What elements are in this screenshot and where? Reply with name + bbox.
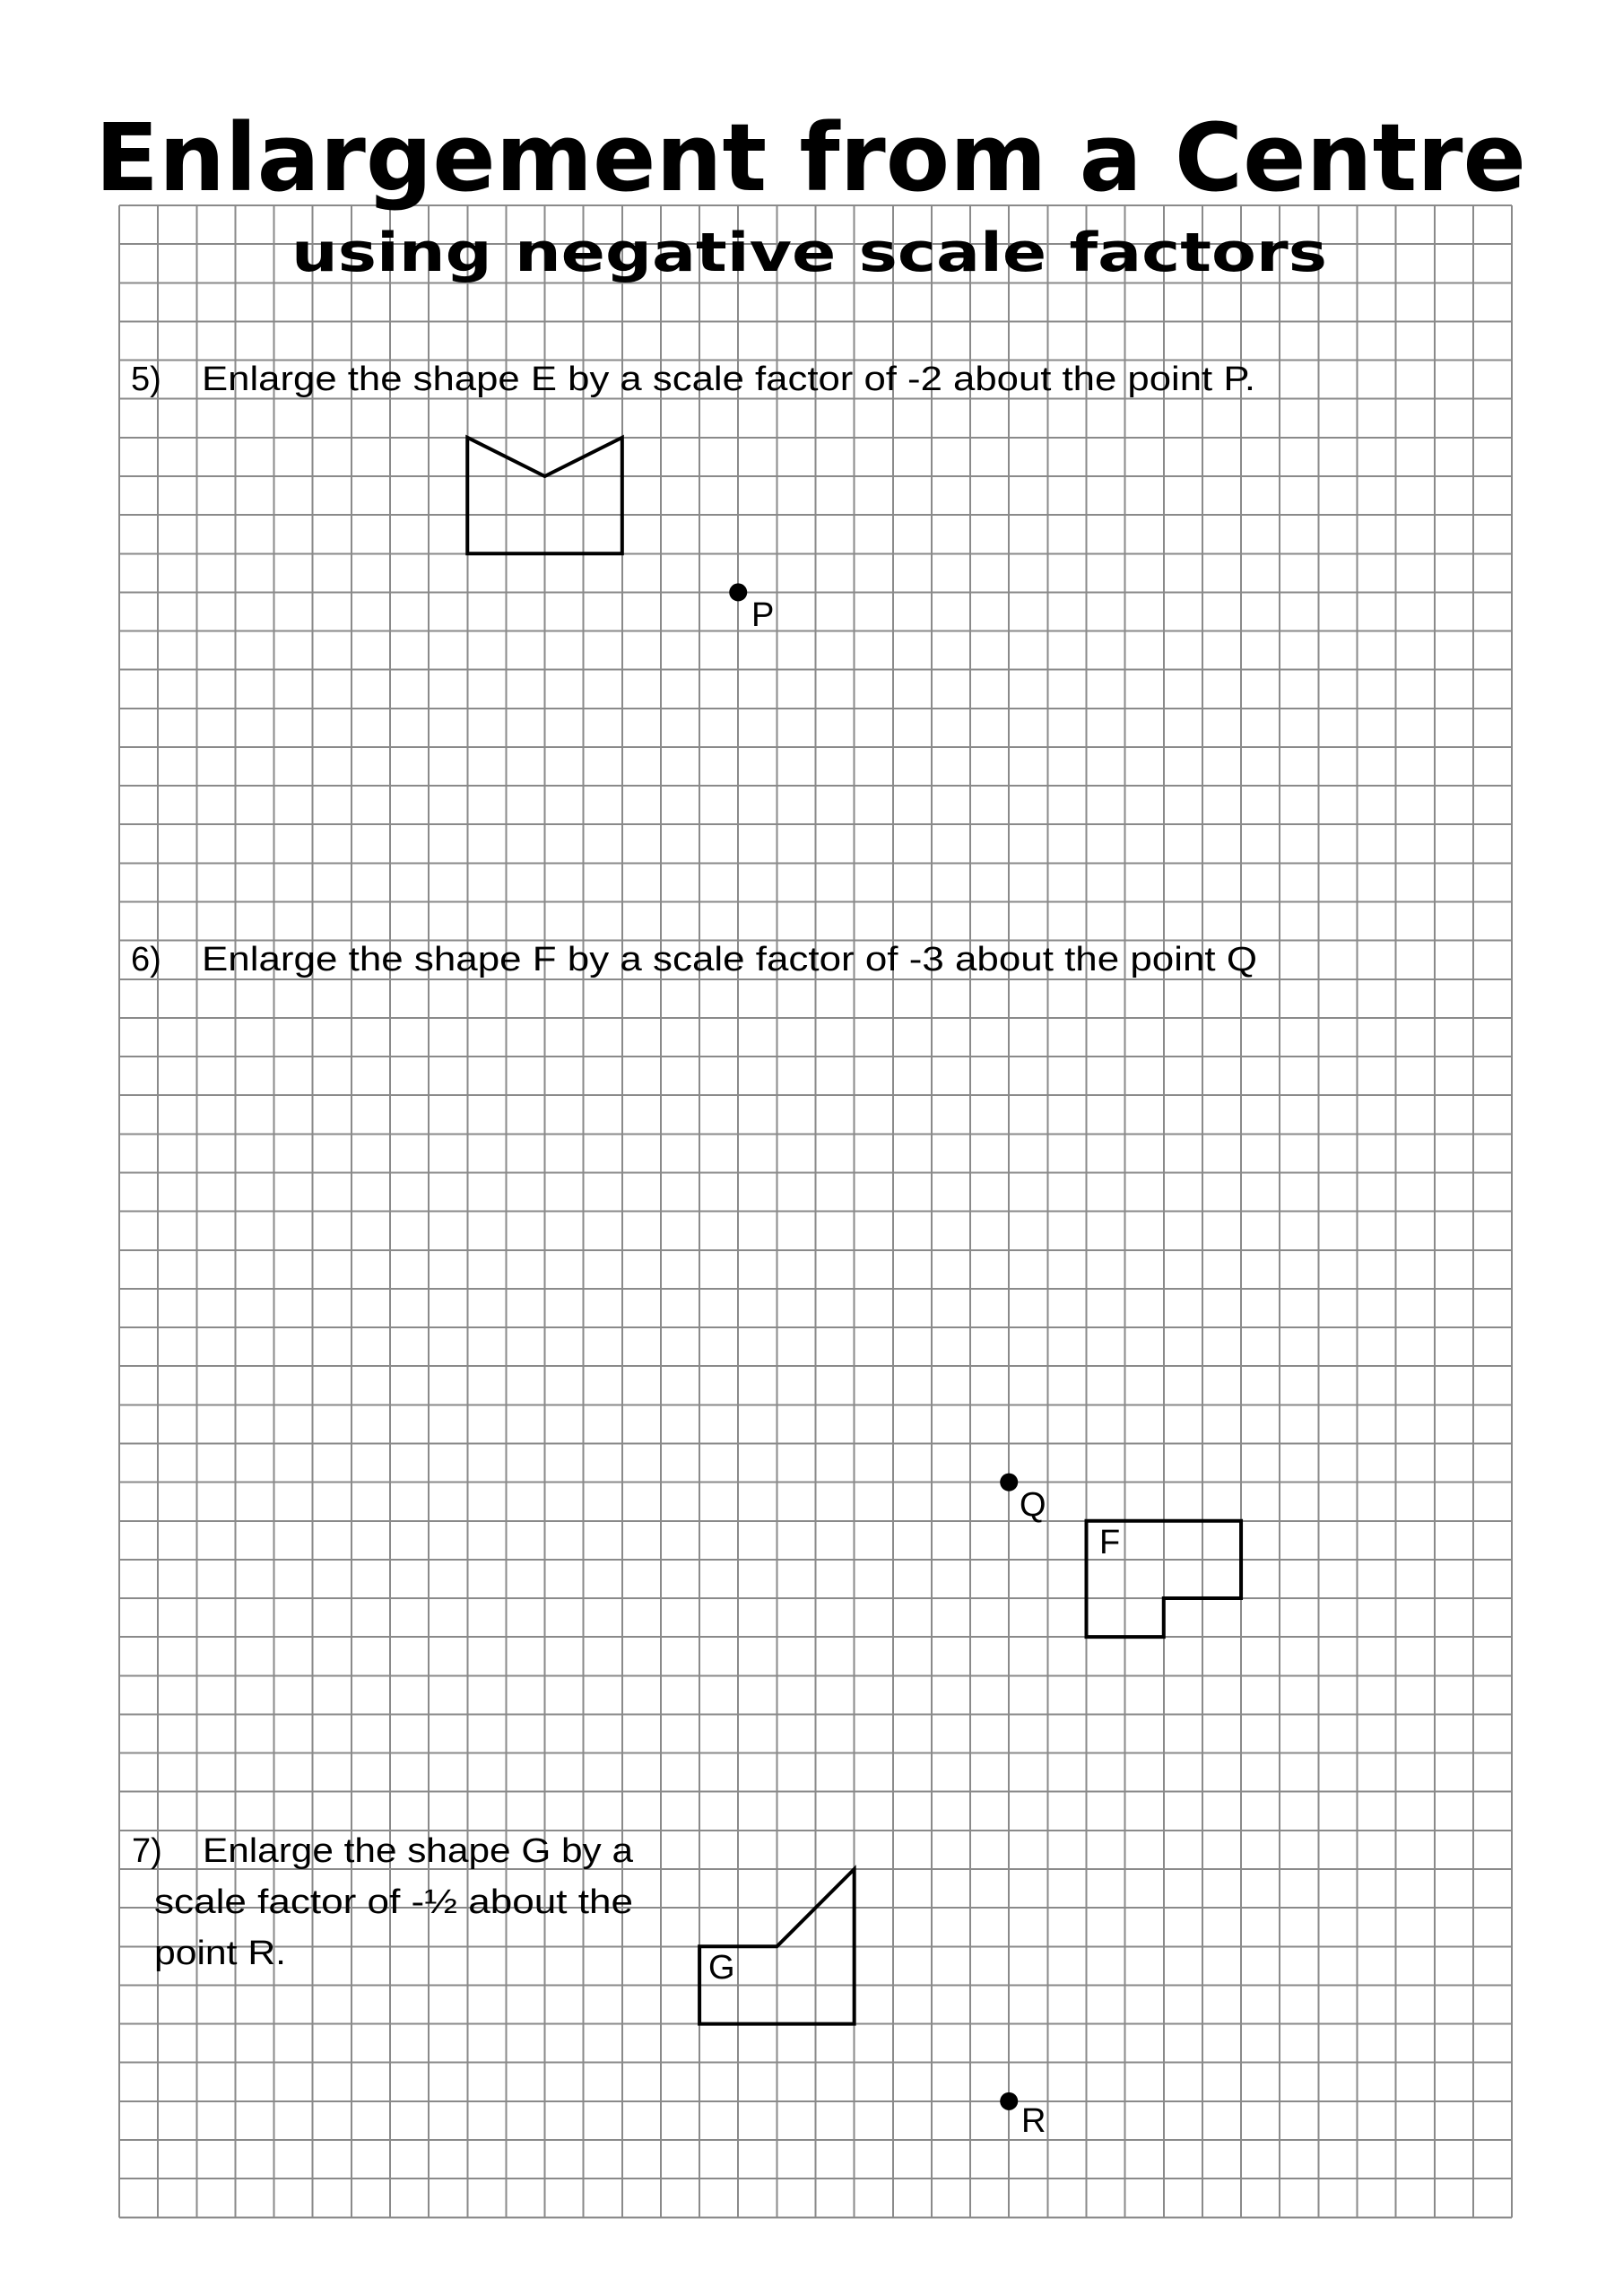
centre-label-q: Q: [1020, 1486, 1046, 1524]
shape-label-f: F: [1099, 1524, 1121, 1561]
centre-label-p: P: [751, 596, 775, 634]
question-6-number: 6): [131, 941, 161, 978]
question-7-text-line-3: point R.: [154, 1935, 286, 1972]
shape-label-g: G: [708, 1949, 735, 1987]
worksheet-title: Enlargement from a Centre: [95, 103, 1526, 213]
centre-label-r: R: [1021, 2102, 1046, 2140]
question-7-number: 7): [132, 1832, 162, 1870]
question-5-text: Enlarge the shape E by a scale factor of -2 about the point P.: [202, 361, 1255, 398]
question-7-text-line-2: scale factor of -½ about the: [154, 1883, 633, 1921]
question-7-text-line-1: Enlarge the shape G by a: [203, 1832, 634, 1870]
worksheet-subtitle: using negative scale factors: [291, 222, 1327, 284]
centre-point-p: [729, 583, 747, 601]
question-6-text: Enlarge the shape F by a scale factor of -3 about the point Q: [202, 941, 1257, 978]
centre-point-r: [1000, 2092, 1018, 2110]
question-5-number: 5): [131, 361, 161, 398]
centre-point-q: [1000, 1474, 1018, 1492]
